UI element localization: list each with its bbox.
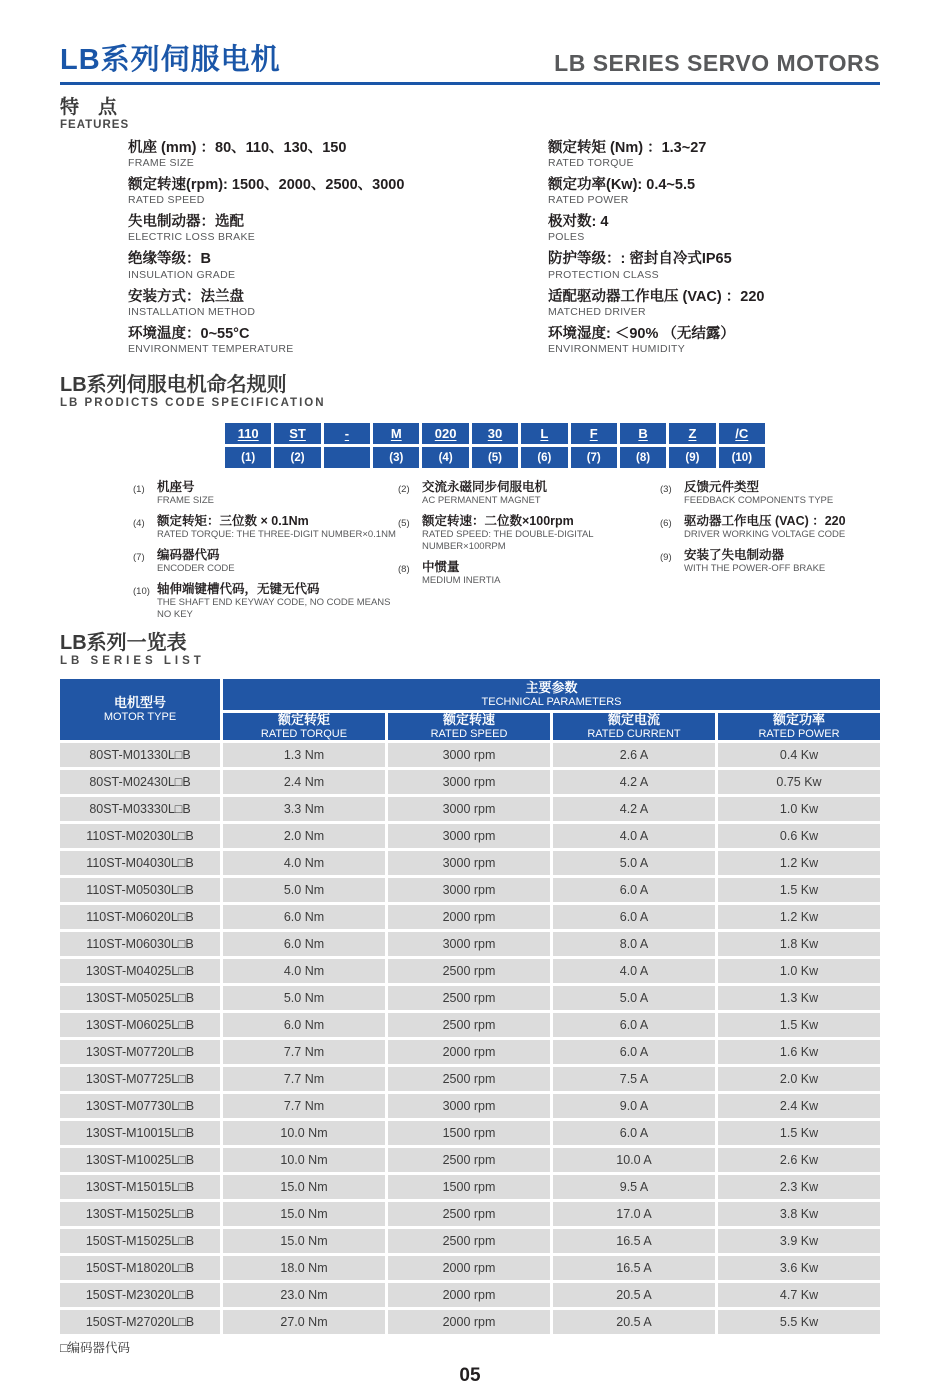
rated-speed-cell: 2000 rpm — [388, 905, 550, 929]
code-note-number: (6) — [660, 517, 672, 529]
feature-item — [128, 288, 548, 320]
rated-torque-cell: 15.0 Nm — [223, 1229, 385, 1253]
code-note-text — [422, 560, 500, 587]
rated-power-cell: 0.4 Kw — [718, 743, 880, 767]
rated-power-cell: 1.5 Kw — [718, 878, 880, 902]
code-note-number: (9) — [660, 551, 672, 563]
code-note — [398, 480, 660, 507]
motor-model-cell: 150ST-M23020L□B — [60, 1283, 220, 1307]
code-value-cell: /C — [719, 423, 765, 444]
feature-label-en: FRAME SIZE — [128, 156, 195, 169]
code-value-cell: 020 — [422, 423, 468, 444]
rated-torque-cell: 15.0 Nm — [223, 1202, 385, 1226]
code-value-cell: 110 — [225, 423, 271, 444]
code-value-cell: L — [521, 423, 567, 444]
rated-current-cell: 5.0 A — [553, 986, 715, 1010]
code-note-text — [684, 514, 846, 541]
code-number-cell: (8) — [620, 447, 666, 468]
code-note-text — [157, 480, 214, 507]
feature-label-zh: 环境湿度: ＜90% （无结露） — [548, 325, 735, 342]
rated-current-cell: 16.5 A — [553, 1256, 715, 1280]
motor-model-cell: 130ST-M15025L□B — [60, 1202, 220, 1226]
feature-label-en: RATED SPEED — [128, 194, 205, 207]
feature-item — [128, 213, 548, 245]
column-header-rated-speed — [388, 713, 550, 740]
features-heading-en: FEATURES — [60, 118, 130, 131]
code-notes-column-2 — [398, 480, 660, 620]
feature-label-en: RATED TORQUE — [548, 156, 634, 169]
code-note-en: FRAME SIZE — [157, 495, 215, 507]
code-note-zh: 交流永磁同步伺服电机 — [422, 480, 548, 495]
column-header-zh: 额定电流 — [607, 711, 660, 727]
column-header-zh: 主要参数 — [525, 679, 578, 695]
rated-torque-cell: 4.0 Nm — [223, 959, 385, 983]
code-note — [133, 480, 398, 507]
feature-label-en: RATED POWER — [548, 194, 629, 207]
code-notes — [60, 480, 880, 620]
feature-item — [128, 139, 548, 171]
code-number-cell: (9) — [669, 447, 715, 468]
rated-torque-cell: 2.0 Nm — [223, 824, 385, 848]
code-note-text — [422, 514, 660, 553]
series-list-heading-zh: LB系列一览表 — [60, 632, 187, 655]
code-note — [660, 480, 880, 507]
code-note — [660, 514, 880, 541]
feature-item — [548, 213, 880, 245]
code-note-number: (7) — [133, 551, 145, 563]
code-note-en: THE SHAFT END KEYWAY CODE, NO CODE MEANS NO KEY — [157, 596, 391, 620]
rated-current-cell: 9.0 A — [553, 1094, 715, 1118]
rated-speed-cell: 3000 rpm — [388, 743, 550, 767]
rated-current-cell: 2.6 A — [553, 743, 715, 767]
rated-current-cell: 6.0 A — [553, 878, 715, 902]
rated-power-cell: 1.3 Kw — [718, 986, 880, 1010]
rated-current-cell: 9.5 A — [553, 1175, 715, 1199]
code-notes-column-3 — [660, 480, 880, 620]
rated-power-cell: 0.6 Kw — [718, 824, 880, 848]
motor-model-cell: 110ST-M02030L□B — [60, 824, 220, 848]
rated-current-cell: 4.0 A — [553, 959, 715, 983]
rated-torque-cell: 1.3 Nm — [223, 743, 385, 767]
rated-speed-cell: 2000 rpm — [388, 1256, 550, 1280]
rated-speed-cell: 3000 rpm — [388, 878, 550, 902]
column-header-en: RATED POWER — [758, 728, 840, 741]
rated-torque-cell: 10.0 Nm — [223, 1121, 385, 1145]
motor-model-cell: 130ST-M07730L□B — [60, 1094, 220, 1118]
feature-item — [548, 139, 880, 171]
code-number-cell: (2) — [274, 447, 320, 468]
feature-label-zh: 环境温度：0~55°C — [128, 325, 250, 342]
page-header — [60, 46, 880, 85]
column-header-en: RATED SPEED — [430, 728, 508, 741]
rated-power-cell: 1.0 Kw — [718, 959, 880, 983]
rated-power-cell: 5.5 Kw — [718, 1310, 880, 1334]
series-list-heading — [60, 632, 880, 669]
rated-speed-cell: 1500 rpm — [388, 1175, 550, 1199]
column-header-motor-type — [60, 679, 220, 740]
code-note-number: (5) — [398, 517, 410, 529]
rated-speed-cell: 3000 rpm — [388, 851, 550, 875]
rated-speed-cell: 1500 rpm — [388, 1121, 550, 1145]
rated-speed-cell: 3000 rpm — [388, 824, 550, 848]
table-footnote: □编码器代码 — [60, 1341, 131, 1356]
code-note — [133, 514, 398, 541]
feature-item — [128, 250, 548, 282]
series-list-heading-en: LB SERIES LIST — [60, 655, 205, 668]
code-note-zh: 编码器代码 — [157, 547, 220, 562]
motor-model-cell: 150ST-M18020L□B — [60, 1256, 220, 1280]
feature-label-zh: 极对数: 4 — [548, 214, 609, 231]
code-value-cell: Z — [669, 423, 715, 444]
rated-power-cell: 1.0 Kw — [718, 797, 880, 821]
series-table — [60, 679, 880, 1334]
feature-item — [548, 176, 880, 208]
motor-model-cell: 130ST-M07720L□B — [60, 1040, 220, 1064]
rated-current-cell: 5.0 A — [553, 851, 715, 875]
code-number-cell: (10) — [719, 447, 765, 468]
rated-current-cell: 17.0 A — [553, 1202, 715, 1226]
rated-speed-cell: 2000 rpm — [388, 1283, 550, 1307]
motor-model-cell: 110ST-M05030L□B — [60, 878, 220, 902]
motor-model-cell: 130ST-M15015L□B — [60, 1175, 220, 1199]
column-header-en: RATED TORQUE — [260, 728, 348, 741]
rated-current-cell: 8.0 A — [553, 932, 715, 956]
code-note-number: (1) — [133, 484, 145, 496]
code-number-cell: (7) — [571, 447, 617, 468]
code-note-en: ENCODER CODE — [157, 562, 235, 574]
feature-item — [128, 176, 548, 208]
code-value-cell: B — [620, 423, 666, 444]
code-value-cell: 30 — [472, 423, 518, 444]
rated-power-cell: 4.7 Kw — [718, 1283, 880, 1307]
rated-power-cell: 0.75 Kw — [718, 770, 880, 794]
code-note-number: (2) — [398, 484, 410, 496]
rated-speed-cell: 3000 rpm — [388, 770, 550, 794]
page-title-zh: LB系列伺服电机 — [60, 44, 281, 76]
feature-label-zh: 机座 (mm) ：80、110、130、150 — [128, 139, 347, 156]
rated-torque-cell: 23.0 Nm — [223, 1283, 385, 1307]
rated-torque-cell: 27.0 Nm — [223, 1310, 385, 1334]
feature-label-en: POLES — [548, 231, 585, 244]
column-header-en: TECHNICAL PARAMETERS — [481, 696, 622, 709]
feature-label-en: ELECTRIC LOSS BRAKE — [128, 231, 256, 244]
feature-label-zh: 安装方式：法兰盘 — [128, 288, 244, 305]
code-value-cell: ST — [274, 423, 320, 444]
rated-speed-cell: 2500 rpm — [388, 1013, 550, 1037]
motor-model-cell: 130ST-M05025L□B — [60, 986, 220, 1010]
rated-power-cell: 1.8 Kw — [718, 932, 880, 956]
rated-speed-cell: 3000 rpm — [388, 932, 550, 956]
motor-model-cell: 80ST-M03330L□B — [60, 797, 220, 821]
feature-label-zh: 防护等级：: 密封自冷式IP65 — [548, 251, 732, 268]
code-note-en: MEDIUM INERTIA — [422, 574, 501, 586]
rated-speed-cell: 2500 rpm — [388, 1067, 550, 1091]
rated-current-cell: 6.0 A — [553, 1013, 715, 1037]
rated-torque-cell: 7.7 Nm — [223, 1094, 385, 1118]
motor-model-cell: 110ST-M06030L□B — [60, 932, 220, 956]
rated-power-cell: 3.9 Kw — [718, 1229, 880, 1253]
code-note — [398, 560, 660, 587]
code-note-text — [684, 480, 833, 507]
code-note-text — [157, 582, 398, 621]
motor-model-cell: 80ST-M02430L□B — [60, 770, 220, 794]
code-note-number: (10) — [133, 585, 150, 597]
rated-current-cell: 4.2 A — [553, 797, 715, 821]
motor-model-cell: 110ST-M04030L□B — [60, 851, 220, 875]
code-note-en: DRIVER WORKING VOLTAGE CODE — [684, 528, 846, 540]
rated-torque-cell: 6.0 Nm — [223, 932, 385, 956]
motor-model-cell: 150ST-M27020L□B — [60, 1310, 220, 1334]
feature-label-zh: 额定功率(Kw): 0.4~5.5 — [548, 176, 696, 193]
column-header-en: MOTOR TYPE — [103, 711, 177, 724]
rated-torque-cell: 10.0 Nm — [223, 1148, 385, 1172]
code-note-en: FEEDBACK COMPONENTS TYPE — [684, 495, 834, 507]
rated-current-cell: 6.0 A — [553, 905, 715, 929]
code-note-number: (4) — [133, 517, 145, 529]
rated-torque-cell: 7.7 Nm — [223, 1040, 385, 1064]
column-header-zh: 额定转速 — [442, 711, 495, 727]
rated-power-cell: 2.6 Kw — [718, 1148, 880, 1172]
rated-torque-cell: 15.0 Nm — [223, 1175, 385, 1199]
code-note-zh: 机座号 — [157, 480, 195, 495]
code-note-text — [684, 548, 825, 575]
code-number-cell: (1) — [225, 447, 271, 468]
code-note-zh: 安装了失电制动器 — [684, 547, 785, 562]
column-header-zh: 电机型号 — [113, 694, 166, 710]
rated-current-cell: 10.0 A — [553, 1148, 715, 1172]
code-note — [133, 582, 398, 621]
code-note-zh: 驱动器工作电压 (VAC) ：220 — [684, 513, 846, 528]
rated-power-cell: 3.8 Kw — [718, 1202, 880, 1226]
code-note-en: AC PERMANENT MAGNET — [422, 495, 541, 507]
rated-torque-cell: 3.3 Nm — [223, 797, 385, 821]
code-number-cell: (3) — [373, 447, 419, 468]
code-note-zh: 中惯量 — [422, 559, 460, 574]
feature-item — [548, 325, 880, 357]
code-note-number: (8) — [398, 563, 410, 575]
motor-model-cell: 130ST-M06025L□B — [60, 1013, 220, 1037]
rated-current-cell: 4.2 A — [553, 770, 715, 794]
column-header-en: RATED CURRENT — [587, 728, 681, 741]
code-note-en: RATED TORQUE: THE THREE-DIGIT NUMBER×0.1NM — [157, 528, 396, 540]
rated-speed-cell: 2500 rpm — [388, 959, 550, 983]
rated-speed-cell: 2500 rpm — [388, 1202, 550, 1226]
code-note-zh: 额定转矩：三位数 × 0.1Nm — [157, 513, 309, 528]
feature-label-en: ENVIRONMENT TEMPERATURE — [128, 343, 294, 356]
rated-current-cell: 4.0 A — [553, 824, 715, 848]
feature-item — [128, 325, 548, 357]
code-note-number: (3) — [660, 484, 672, 496]
rated-power-cell: 1.2 Kw — [718, 851, 880, 875]
rated-current-cell: 6.0 A — [553, 1121, 715, 1145]
rated-current-cell: 20.5 A — [553, 1310, 715, 1334]
feature-label-en: INSULATION GRADE — [128, 268, 236, 281]
feature-item — [548, 288, 880, 320]
rated-power-cell: 1.2 Kw — [718, 905, 880, 929]
code-note-en: WITH THE POWER-OFF BRAKE — [684, 562, 826, 574]
column-header-zh: 额定转矩 — [277, 711, 330, 727]
code-note — [133, 548, 398, 575]
rated-power-cell: 1.5 Kw — [718, 1121, 880, 1145]
feature-label-zh: 额定转矩 (Nm) ：1.3~27 — [548, 139, 707, 156]
features-heading-zh: 特 点 — [60, 97, 118, 118]
rated-speed-cell: 2000 rpm — [388, 1310, 550, 1334]
code-number-cell: (4) — [422, 447, 468, 468]
rated-speed-cell: 2500 rpm — [388, 986, 550, 1010]
column-header-zh: 额定功率 — [772, 711, 825, 727]
column-header-rated-torque — [223, 713, 385, 740]
motor-model-cell: 130ST-M10015L□B — [60, 1121, 220, 1145]
page-title-en: LB SERIES SERVO MOTORS — [554, 50, 880, 76]
motor-model-cell: 110ST-M06020L□B — [60, 905, 220, 929]
code-note-zh: 轴伸端键槽代码，无键无代码 — [157, 581, 320, 596]
rated-speed-cell: 2500 rpm — [388, 1229, 550, 1253]
code-note-zh: 额定转速：二位数×100rpm — [422, 513, 574, 528]
features-heading — [60, 97, 880, 133]
code-value-row — [225, 423, 765, 444]
rated-power-cell: 1.6 Kw — [718, 1040, 880, 1064]
rated-torque-cell: 5.0 Nm — [223, 986, 385, 1010]
feature-label-zh: 失电制动器：选配 — [128, 214, 244, 231]
feature-label-zh: 绝缘等级：B — [128, 251, 211, 268]
rated-speed-cell: 3000 rpm — [388, 797, 550, 821]
code-note-zh: 反馈元件类型 — [684, 480, 760, 495]
rated-speed-cell: 2500 rpm — [388, 1148, 550, 1172]
motor-model-cell: 150ST-M15025L□B — [60, 1229, 220, 1253]
rated-torque-cell: 2.4 Nm — [223, 770, 385, 794]
code-note-text — [157, 514, 396, 541]
code-note-text — [157, 548, 235, 575]
features-column-left — [128, 139, 548, 363]
code-segment-table — [225, 423, 765, 468]
rated-current-cell: 16.5 A — [553, 1229, 715, 1253]
feature-label-en: INSTALLATION METHOD — [128, 305, 256, 318]
rated-power-cell: 3.6 Kw — [718, 1256, 880, 1280]
motor-model-cell: 80ST-M01330L□B — [60, 743, 220, 767]
code-number-row — [225, 447, 765, 468]
code-value-cell: M — [373, 423, 419, 444]
rated-current-cell: 6.0 A — [553, 1040, 715, 1064]
code-spec-heading — [60, 374, 880, 411]
page-number: 05 — [459, 1365, 481, 1387]
code-number-cell: (5) — [472, 447, 518, 468]
rated-torque-cell: 4.0 Nm — [223, 851, 385, 875]
rated-power-cell: 2.4 Kw — [718, 1094, 880, 1118]
code-spec-heading-en: LB PRODICTS CODE SPECIFICATION — [60, 397, 326, 410]
code-value-cell: - — [324, 423, 370, 444]
column-header-rated-power — [718, 713, 880, 740]
rated-speed-cell: 2000 rpm — [388, 1040, 550, 1064]
code-value-cell: F — [571, 423, 617, 444]
code-note-text — [422, 480, 547, 507]
feature-label-en: ENVIRONMENT HUMIDITY — [548, 343, 686, 356]
features-list — [60, 139, 880, 363]
rated-torque-cell: 5.0 Nm — [223, 878, 385, 902]
code-note — [660, 548, 880, 575]
rated-torque-cell: 7.7 Nm — [223, 1067, 385, 1091]
column-header-rated-current — [553, 713, 715, 740]
rated-torque-cell: 6.0 Nm — [223, 1013, 385, 1037]
rated-current-cell: 20.5 A — [553, 1283, 715, 1307]
rated-power-cell: 1.5 Kw — [718, 1013, 880, 1037]
feature-item — [548, 250, 880, 282]
feature-label-zh: 额定转速(rpm): 1500、2000、2500、3000 — [128, 176, 405, 193]
rated-torque-cell: 18.0 Nm — [223, 1256, 385, 1280]
code-number-cell: (6) — [521, 447, 567, 468]
code-number-cell — [324, 447, 370, 468]
code-note-en: RATED SPEED: THE DOUBLE-DIGITAL NUMBER×100RPM — [422, 528, 594, 552]
rated-torque-cell: 6.0 Nm — [223, 905, 385, 929]
motor-model-cell: 130ST-M10025L□B — [60, 1148, 220, 1172]
rated-current-cell: 7.5 A — [553, 1067, 715, 1091]
rated-speed-cell: 3000 rpm — [388, 1094, 550, 1118]
feature-label-zh: 适配驱动器工作电压 (VAC) ：220 — [548, 288, 765, 305]
code-spec-heading-zh: LB系列伺服电机命名规则 — [60, 374, 287, 397]
column-header-technical-parameters — [223, 679, 880, 710]
rated-power-cell: 2.3 Kw — [718, 1175, 880, 1199]
code-note — [398, 514, 660, 553]
motor-model-cell: 130ST-M07725L□B — [60, 1067, 220, 1091]
feature-label-en: MATCHED DRIVER — [548, 305, 646, 318]
code-notes-column-1 — [133, 480, 398, 620]
rated-power-cell: 2.0 Kw — [718, 1067, 880, 1091]
features-column-right — [548, 139, 880, 363]
motor-model-cell: 130ST-M04025L□B — [60, 959, 220, 983]
feature-label-en: PROTECTION CLASS — [548, 268, 659, 281]
